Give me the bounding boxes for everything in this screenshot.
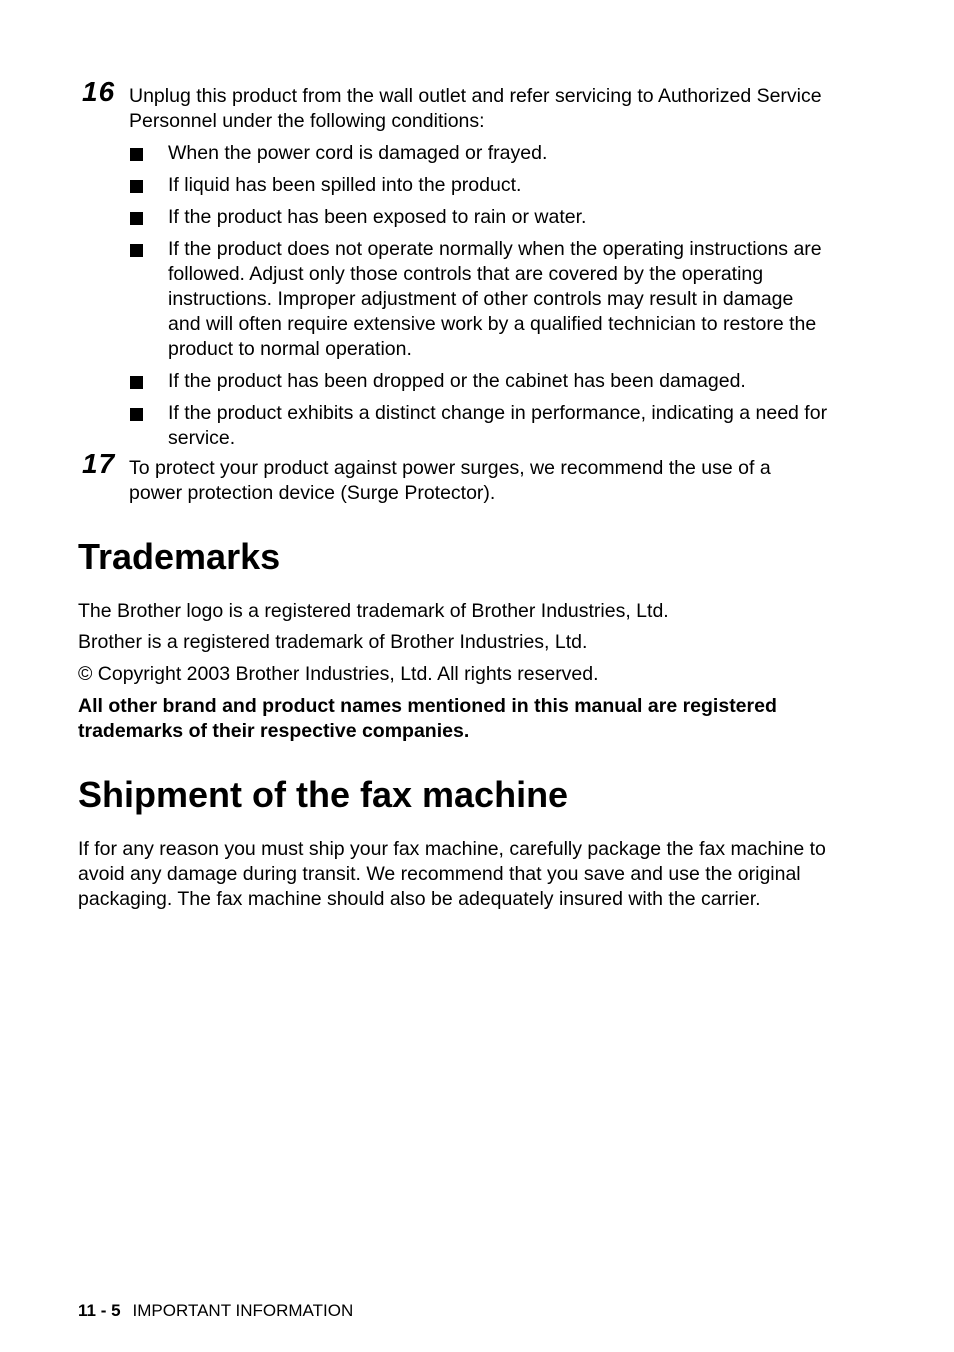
list-item <box>129 237 829 362</box>
list-item <box>129 173 829 198</box>
square-bullet-icon <box>130 148 143 161</box>
step-number: 17 <box>82 448 116 479</box>
square-bullet-icon <box>130 408 143 421</box>
list-item <box>129 141 829 166</box>
shipment-paragraph: If for any reason you must ship your fax machine, carefully package the fax machine to avoid any damage during transit. We recommend that you save and use the original packaging. The fax machine should also be adequately insured with the carrier. <box>78 838 826 910</box>
square-bullet-icon <box>130 244 143 257</box>
trademark-notice: All other brand and product names mentioned in this manual are registered trademarks of their respective companies. <box>78 695 777 742</box>
step-number: 16 <box>82 76 116 107</box>
list-item <box>129 205 829 230</box>
shipment-heading: Shipment of the fax machine <box>78 774 569 815</box>
square-bullet-icon <box>130 212 143 225</box>
list-item-text: If the product has been exposed to rain or water. <box>168 206 587 228</box>
step-text: Unplug this product from the wall outlet and refer servicing to Authorized Service Personnel under the following conditions: <box>129 85 822 132</box>
step-text: To protect your product against power surges, we recommend the use of a power protection device (Surge Protector). <box>129 457 771 504</box>
page-number: 11 - 5 <box>78 1301 121 1320</box>
square-bullet-icon <box>130 376 143 389</box>
list-item-text: When the power cord is damaged or frayed. <box>168 142 548 164</box>
trademark-paragraph: Brother is a registered trademark of Brother Industries, Ltd. <box>78 631 588 653</box>
list-item-text: If the product has been dropped or the cabinet has been damaged. <box>168 370 746 392</box>
list-item-text: If the product does not operate normally when the operating instructions are followed. Adjust only those controls that are covered by the operating instructions. Improper adjustment of other controls may result in damage and will often require extensive work by a qualified technician to restore the product to normal operation. <box>168 238 822 360</box>
square-bullet-icon <box>130 180 143 193</box>
section-title: IMPORTANT INFORMATION <box>132 1301 354 1320</box>
copyright-paragraph: © Copyright 2003 Brother Industries, Ltd. All rights reserved. <box>78 663 599 685</box>
list-item-text: If the product exhibits a distinct change in performance, indicating a need for service. <box>168 402 828 449</box>
list-item <box>129 369 829 394</box>
trademark-paragraph: The Brother logo is a registered trademark of Brother Industries, Ltd. <box>78 600 669 622</box>
conditions-list <box>129 141 829 458</box>
page-footer <box>78 1301 353 1321</box>
trademarks-heading: Trademarks <box>78 536 281 577</box>
list-item <box>129 401 829 451</box>
list-item-text: If liquid has been spilled into the product. <box>168 174 522 196</box>
